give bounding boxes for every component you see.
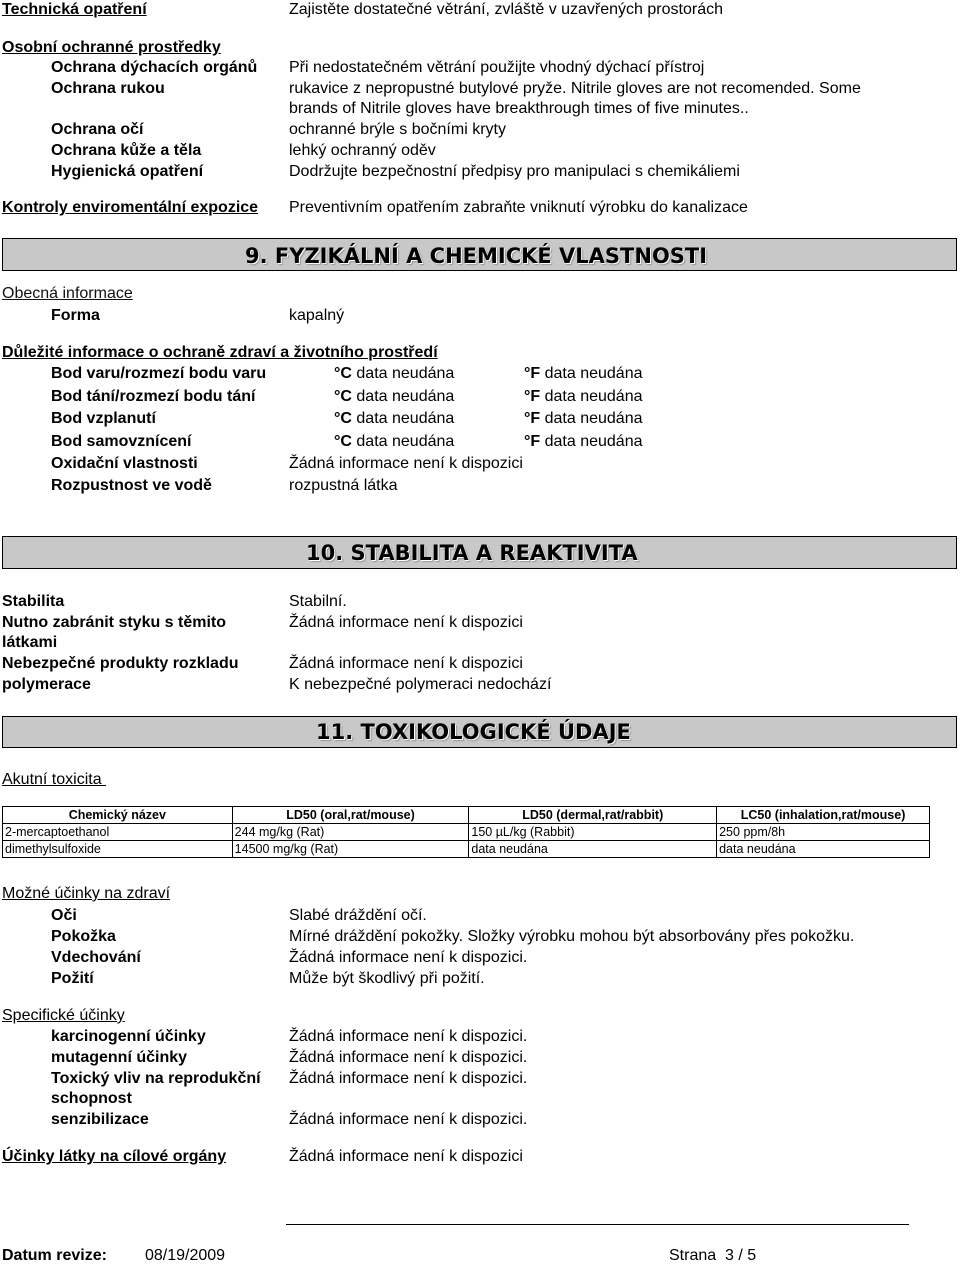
target-organs-value: Žádná informace není k dispozici <box>289 1148 523 1165</box>
avoid-label-line2: látkami <box>2 634 58 651</box>
value: data neudána <box>544 433 643 450</box>
value: data neudána <box>356 433 455 450</box>
autoignition-label: Bod samovznícení <box>51 433 192 450</box>
value: data neudána <box>356 410 455 427</box>
hands-value-line1: rukavice z nepropustné butylové pryže. Nitrile gloves are not recomended. Some <box>289 80 861 97</box>
unit-f: °F <box>524 365 541 382</box>
unit-c: °C <box>334 433 352 450</box>
page-number: Strana 3 / 5 <box>669 1247 757 1264</box>
boiling-label: Bod varu/rozmezí bodu varu <box>51 365 267 382</box>
target-organs-label: Účinky látky na cílové orgány <box>2 1148 227 1165</box>
eyes-effect-label: Oči <box>51 907 77 924</box>
skin-effect-value: Mírné dráždění pokožky. Složky výrobku mohou být absorbovány přes pokožku. <box>289 928 855 945</box>
eyes-value: ochranné brýle s bočními kryty <box>289 121 506 138</box>
technical-value: Zajistěte dostatečné větrání, zvláště v uzavřených prostorách <box>289 1 723 18</box>
table-header: LD50 (dermal,rat/rabbit) <box>469 807 717 824</box>
general-info-heading: Obecná informace <box>2 285 133 302</box>
hygiene-label: Hygienická opatření <box>51 163 204 180</box>
polymerization-value: K nebezpečné polymeraci nedochází <box>289 676 552 693</box>
ingestion-effect-label: Požití <box>51 970 94 987</box>
unit-f: °F <box>524 388 541 405</box>
value: data neudána <box>356 365 455 382</box>
technical-label: Technická opatření <box>2 1 147 18</box>
unit-c: °C <box>334 410 352 427</box>
mutagenic-value: Žádná informace není k dispozici. <box>289 1049 528 1066</box>
autoignition-f <box>524 432 643 452</box>
solubility-value: rozpustná látka <box>289 477 398 494</box>
table-row <box>3 824 930 841</box>
table-header: Chemický název <box>3 807 233 824</box>
ingestion-effect-value: Může být škodlivý při požití. <box>289 970 485 987</box>
table-cell: 150 µL/kg (Rabbit) <box>469 824 717 841</box>
section10-title: 10. STABILITA A REAKTIVITA <box>306 541 638 565</box>
env-label: Kontroly enviromentální expozice <box>2 199 259 216</box>
carcinogenic-label: karcinogenní účinky <box>51 1028 206 1045</box>
value: data neudána <box>544 388 643 405</box>
flash-f <box>524 409 643 429</box>
table-cell: dimethylsulfoxide <box>3 841 233 858</box>
hands-label: Ochrana rukou <box>51 80 165 97</box>
table-header-row <box>3 807 930 824</box>
revision-date: 08/19/2009 <box>145 1247 226 1264</box>
skin-value: lehký ochranný oděv <box>289 142 436 159</box>
avoid-value: Žádná informace není k dispozici <box>289 614 523 631</box>
boiling-f <box>524 364 643 384</box>
respiratory-label: Ochrana dýchacích orgánů <box>51 59 258 76</box>
section9-title: 9. FYZIKÁLNÍ A CHEMICKÉ VLASTNOSTI <box>245 244 708 268</box>
stability-value: Stabilní. <box>289 593 347 610</box>
avoid-label-line1: Nutno zabránit styku s těmito <box>2 614 227 631</box>
table-cell: 250 ppm/8h <box>717 824 930 841</box>
decomposition-label: Nebezpečné produkty rozkladu <box>2 655 239 672</box>
acute-toxicity-heading: Akutní toxicita <box>2 771 107 788</box>
table-header: LC50 (inhalation,rat/mouse) <box>717 807 930 824</box>
table-cell: data neudána <box>469 841 717 858</box>
skin-label: Ochrana kůže a těla <box>51 142 202 159</box>
eyes-effect-value: Slabé dráždění očí. <box>289 907 427 924</box>
reproductive-value: Žádná informace není k dispozici. <box>289 1070 528 1087</box>
mutagenic-label: mutagenní účinky <box>51 1049 188 1066</box>
ppe-heading: Osobní ochranné prostředky <box>2 39 221 56</box>
respiratory-value: Při nedostatečném větrání použijte vhodný dýchací přístroj <box>289 59 705 76</box>
stability-label: Stabilita <box>2 593 65 610</box>
value: data neudána <box>356 388 455 405</box>
form-label: Forma <box>51 307 100 324</box>
melting-f <box>524 387 643 407</box>
table-cell: 244 mg/kg (Rat) <box>232 824 469 841</box>
hygiene-value: Dodržujte bezpečnostní předpisy pro manipulaci s chemikáliemi <box>289 163 740 180</box>
flash-c <box>334 409 454 429</box>
table-cell: data neudána <box>717 841 930 858</box>
unit-f: °F <box>524 410 541 427</box>
unit-c: °C <box>334 388 352 405</box>
sensitization-label: senzibilizace <box>51 1111 149 1128</box>
reproductive-label-line1: Toxický vliv na reprodukční <box>51 1070 261 1087</box>
polymerization-label: polymerace <box>2 676 91 693</box>
revision-label: Datum revize: <box>2 1247 107 1264</box>
table-row <box>3 841 930 858</box>
skin-effect-label: Pokožka <box>51 928 116 945</box>
health-info-heading: Důležité informace o ochraně zdraví a životního prostředí <box>2 344 438 361</box>
oxidizing-label: Oxidační vlastnosti <box>51 455 198 472</box>
table-header: LD50 (oral,rat/mouse) <box>232 807 469 824</box>
decomposition-value: Žádná informace není k dispozici <box>289 655 523 672</box>
section11-title: 11. TOXIKOLOGICKÉ ÚDAJE <box>316 720 631 744</box>
melting-c <box>334 387 454 407</box>
carcinogenic-value: Žádná informace není k dispozici. <box>289 1028 528 1045</box>
form-value: kapalný <box>289 307 345 324</box>
reproductive-label-line2: schopnost <box>51 1090 132 1107</box>
oxidizing-value: Žádná informace není k dispozici <box>289 455 523 472</box>
unit-c: °C <box>334 365 352 382</box>
eyes-label: Ochrana očí <box>51 121 144 138</box>
toxicity-table <box>2 806 930 858</box>
autoignition-c <box>334 432 454 452</box>
unit-f: °F <box>524 433 541 450</box>
table-cell: 14500 mg/kg (Rat) <box>232 841 469 858</box>
solubility-label: Rozpustnost ve vodě <box>51 477 212 494</box>
specific-effects-heading: Specifické účinky <box>2 1007 125 1024</box>
table-cell: 2-mercaptoethanol <box>3 824 233 841</box>
footer-divider <box>286 1224 909 1225</box>
sensitization-value: Žádná informace není k dispozici. <box>289 1111 528 1128</box>
hands-value-line2: brands of Nitrile gloves have breakthrough times of five minutes.. <box>289 100 749 117</box>
env-value: Preventivním opatřením zabraňte vniknutí výrobku do kanalizace <box>289 199 748 216</box>
health-effects-heading: Možné účinky na zdraví <box>2 885 171 902</box>
boiling-c <box>334 364 454 384</box>
melting-label: Bod tání/rozmezí bodu tání <box>51 388 256 405</box>
flash-label: Bod vzplanutí <box>51 410 156 427</box>
inhalation-effect-label: Vdechování <box>51 949 141 966</box>
value: data neudána <box>544 365 643 382</box>
value: data neudána <box>544 410 643 427</box>
inhalation-effect-value: Žádná informace není k dispozici. <box>289 949 528 966</box>
